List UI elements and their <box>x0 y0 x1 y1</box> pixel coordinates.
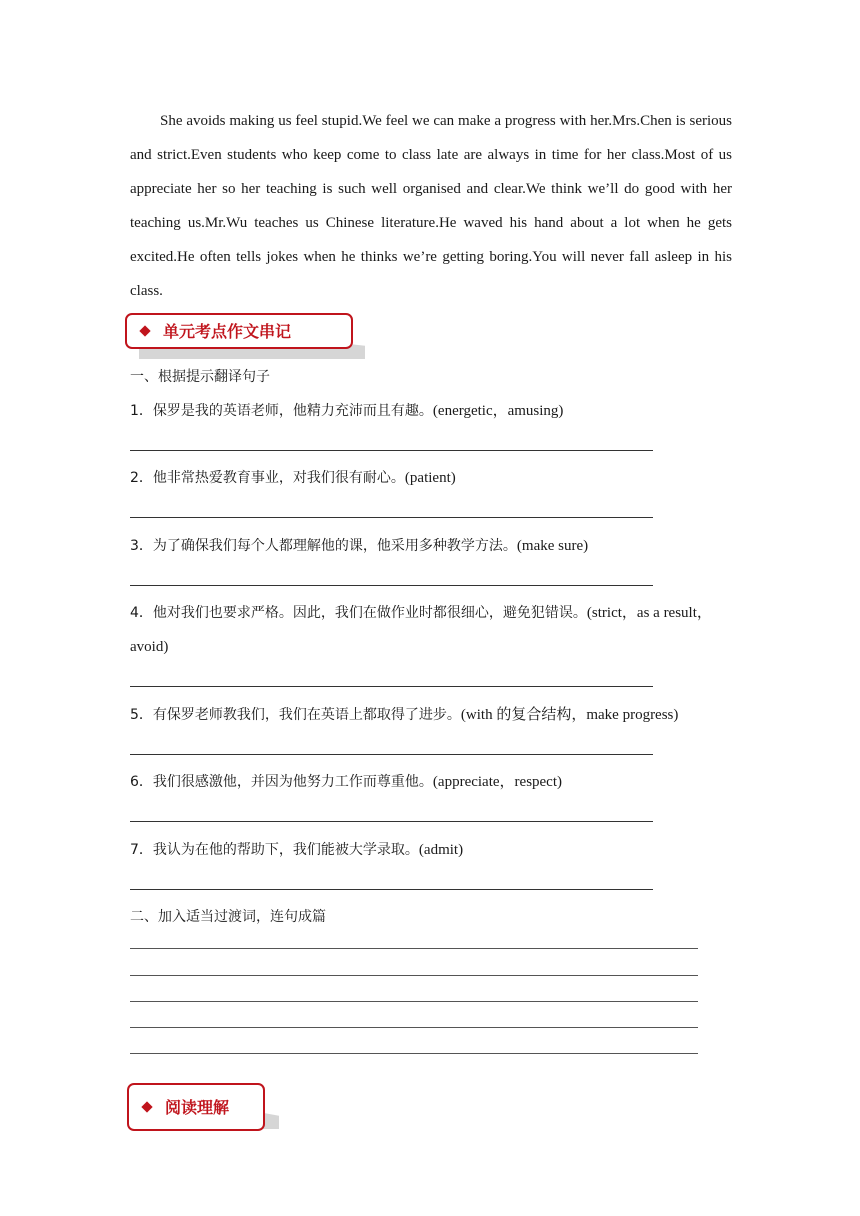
question-text: 有保罗老师教我们，我们在英语上都取得了进步。 <box>152 707 461 723</box>
diamond-icon <box>139 325 150 336</box>
essay-line-4[interactable] <box>130 1027 698 1028</box>
section-banner-writing <box>125 313 365 351</box>
diamond-icon <box>141 1101 152 1112</box>
question-text: 为了确保我们每个人都理解他的课，他采用多种教学方法。 <box>152 538 517 554</box>
essay-line-1[interactable] <box>130 948 698 949</box>
part2-heading: 二、加入适当过渡词，连句成篇 <box>130 909 326 925</box>
question-number: 3． <box>130 538 153 554</box>
question-hint: (with 的复合结构，make progress) <box>460 707 679 723</box>
banner-box <box>127 1083 265 1131</box>
banner-title: 阅读理解 <box>165 1098 230 1117</box>
part1-heading: 一、根据提示翻译句子 <box>130 369 270 385</box>
question-7 <box>130 840 463 860</box>
essay-line-5[interactable] <box>130 1053 698 1054</box>
question-hint: (patient) <box>404 470 456 486</box>
answer-line-5[interactable] <box>130 754 653 755</box>
question-number: 1． <box>130 403 153 419</box>
question-number: 4． <box>130 605 153 621</box>
question-5 <box>130 705 678 725</box>
answer-line-4[interactable] <box>130 686 653 687</box>
question-6 <box>130 772 562 792</box>
question-hint: (strict，as a result， <box>586 605 712 621</box>
essay-line-3[interactable] <box>130 1001 698 1002</box>
question-3 <box>130 536 588 556</box>
question-hint: (energetic，amusing) <box>432 403 564 419</box>
question-text: 他对我们也要求严格。因此，我们在做作业时都很细心，避免犯错误。 <box>152 605 587 621</box>
answer-line-3[interactable] <box>130 585 653 586</box>
question-text: 他非常热爱教育事业，对我们很有耐心。 <box>152 470 405 486</box>
question-number: 5． <box>130 707 153 723</box>
question-4-continued <box>130 637 168 657</box>
answer-line-2[interactable] <box>130 517 653 518</box>
question-number: 7． <box>130 842 153 858</box>
question-text: 我认为在他的帮助下，我们能被大学录取。 <box>152 842 419 858</box>
essay-line-2[interactable] <box>130 975 698 976</box>
answer-line-7[interactable] <box>130 889 653 890</box>
answer-line-1[interactable] <box>130 450 653 451</box>
question-number: 6． <box>130 774 153 790</box>
reading-passage: She avoids making us feel stupid.We feel we can make a progress with her.Mrs.Chen is serious and strict.Even students who keep come to class late are always in time for her class.Most of us appreciate her so her teaching is such well organised and clear.We think we’ll do good with her teaching us.Mr.Wu teaches us Chinese literature.He waved his hand about a lot when he gets excited.He often tells jokes when he thinks we’re getting boring.You will never fall asleep in his class. <box>130 113 732 299</box>
question-text: 我们很感激他，并因为他努力工作而尊重他。 <box>152 774 433 790</box>
answer-line-6[interactable] <box>130 821 653 822</box>
question-1 <box>130 401 563 421</box>
question-number: 2． <box>130 470 153 486</box>
question-hint: (make sure) <box>516 538 589 554</box>
banner-box <box>125 313 353 349</box>
question-hint: (appreciate，respect) <box>432 774 563 790</box>
question-4 <box>130 603 712 623</box>
question-text: 保罗是我的英语老师，他精力充沛而且有趣。 <box>152 403 433 419</box>
banner-title: 单元考点作文串记 <box>163 322 292 341</box>
question-2 <box>130 468 456 488</box>
section-banner-reading <box>127 1083 282 1121</box>
question-hint-continued: avoid) <box>130 639 169 655</box>
question-hint: (admit) <box>418 842 464 858</box>
